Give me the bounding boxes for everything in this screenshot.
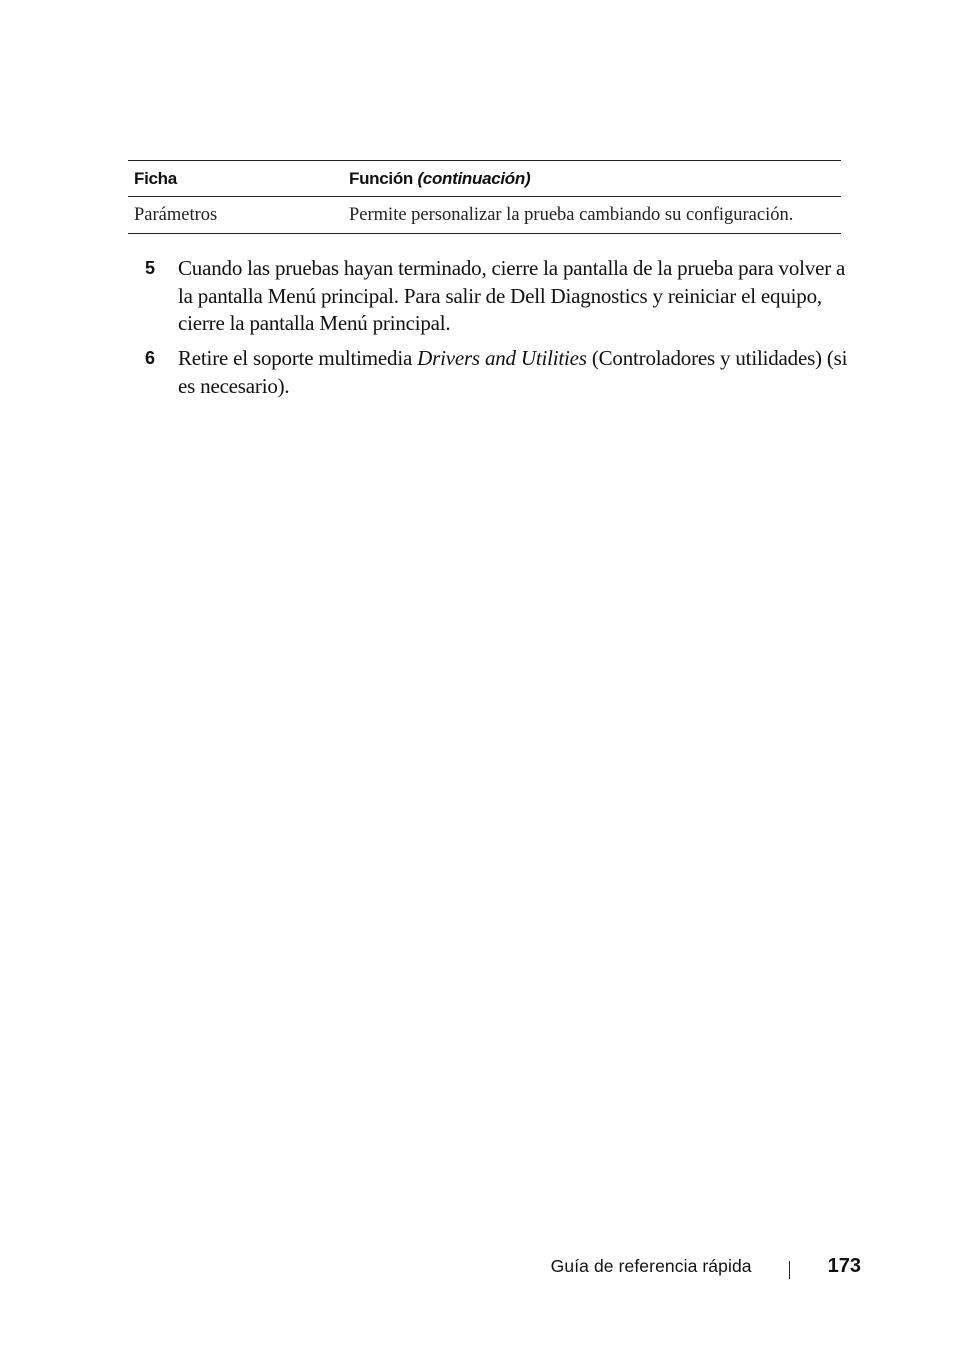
step-text-before: Retire el soporte multimedia	[178, 346, 418, 370]
page-number: 173	[827, 1255, 861, 1277]
page-footer	[551, 1255, 861, 1278]
table-header-funcion	[349, 169, 841, 189]
table-header-ficha: Ficha	[134, 168, 177, 188]
table-row	[128, 197, 841, 234]
step-text	[178, 345, 857, 400]
footer-divider	[789, 1261, 790, 1279]
step-6	[145, 345, 857, 400]
footer-title: Guía de referencia rápida	[550, 1256, 752, 1276]
table-cell-ficha: Parámetros	[134, 204, 218, 225]
step-text-media-name: Drivers and Utilities	[417, 346, 587, 370]
step-number: 6	[145, 348, 156, 368]
table-header-row	[128, 160, 841, 197]
step-text: Cuando las pruebas hayan terminado, cierre la pantalla de la prueba para volver a la pantalla Menú principal. Para salir de Dell Diagnostics y reiniciar el equipo, cierre la pantalla Menú principal.	[178, 256, 846, 335]
table-header-continuation-note: (continuación)	[417, 168, 531, 188]
function-table	[128, 160, 841, 234]
table-cell-funcion: Permite personalizar la prueba cambiando su configuración.	[349, 204, 794, 225]
step-number: 5	[145, 258, 156, 278]
table-header-funcion-label: Función	[349, 168, 413, 188]
step-5	[145, 255, 857, 338]
step-text-after: (Controladores y utilidades) (si es necesario).	[178, 346, 848, 398]
